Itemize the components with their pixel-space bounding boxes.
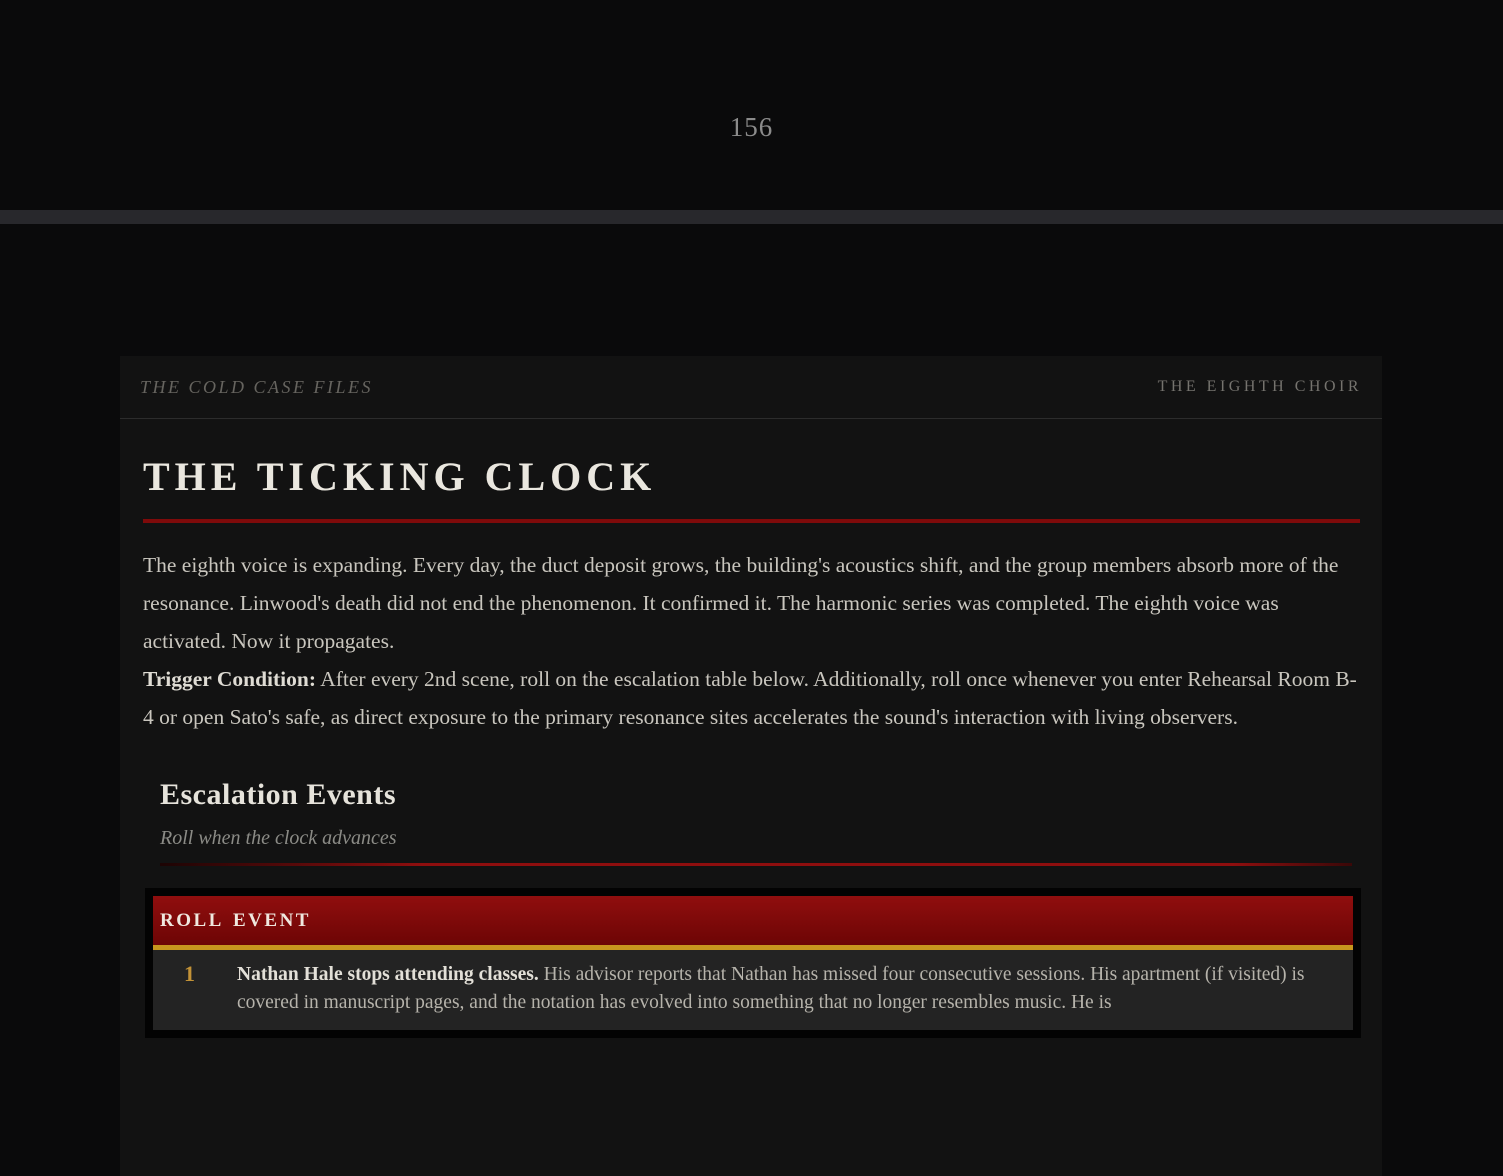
escalation-rule xyxy=(160,863,1352,866)
sheet-header xyxy=(120,356,1382,419)
table-header-row xyxy=(149,892,1357,948)
intro-paragraph: The eighth voice is expanding. Every day, the duct deposit grows, the building's acoustics shift, and the group members absorb more of the resonance. Linwood's death did not end the phenomenon. It confirmed it. The harmonic series was completed. The eighth voice was activated. Now it propagates. xyxy=(143,553,1339,653)
sheet-content xyxy=(120,453,1382,1038)
escalation-subtitle: Roll when the clock advances xyxy=(160,827,397,849)
escalation-table xyxy=(145,888,1361,1038)
document-sheet xyxy=(120,356,1382,1176)
event-title: Nathan Hale stops attending classes. xyxy=(237,964,539,985)
column-header-roll: ROLL xyxy=(149,892,226,948)
table-row xyxy=(149,948,1357,1035)
trigger-condition-label: Trigger Condition: xyxy=(143,667,316,691)
roll-number: 1 xyxy=(149,948,226,1035)
page-divider xyxy=(0,210,1503,224)
escalation-section xyxy=(143,778,1360,1038)
column-header-event: EVENT xyxy=(226,892,1357,948)
page-footer xyxy=(0,0,1503,143)
page-number: 156 xyxy=(729,112,774,142)
event-description: His advisor reports that Nathan has missed four consecutive sessions. His apartment (if visited) is covered in manuscript pages, and the notation has evolved into something that no longer resembles music. He is xyxy=(237,964,1305,1013)
header-chapter-title: THE EIGHTH CHOIR xyxy=(1157,378,1362,395)
title-rule xyxy=(143,519,1360,523)
escalation-heading: Escalation Events xyxy=(160,778,397,811)
header-book-title: THE COLD CASE FILES xyxy=(140,376,374,397)
event-cell xyxy=(226,948,1357,1035)
page-title: THE TICKING CLOCK xyxy=(143,454,657,499)
trigger-condition-text: After every 2nd scene, roll on the escalation table below. Additionally, roll once whenever you enter Rehearsal Room B-4 or open Sato's safe, as direct exposure to the primary resonance sites accelerates the sound's interaction with living observers. xyxy=(143,667,1357,729)
trigger-paragraph xyxy=(143,660,1360,736)
